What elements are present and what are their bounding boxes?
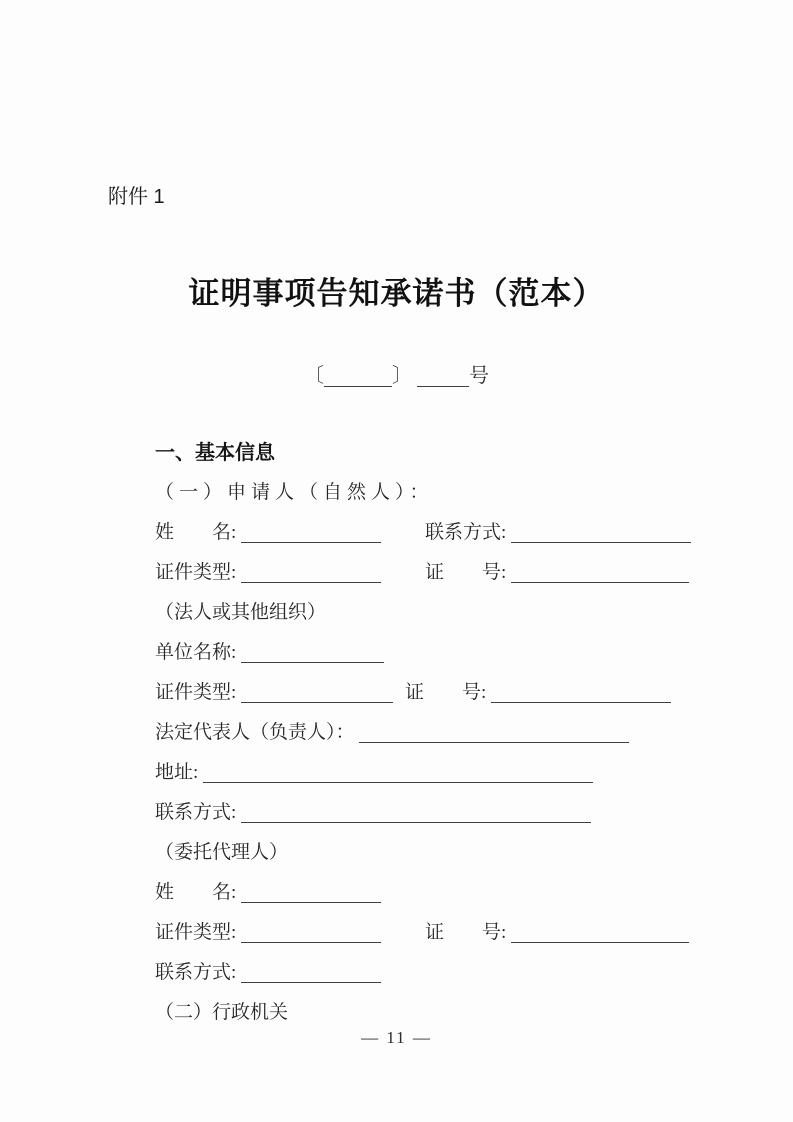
- legal-rep-blank: [359, 731, 629, 743]
- id-type-blank: [241, 931, 381, 943]
- name-label: 姓 名:: [155, 522, 237, 543]
- org-name-blank: [241, 651, 384, 663]
- contact-label: 联系方式:: [425, 522, 507, 543]
- line-org-name: [155, 633, 703, 673]
- id-no-blank: [511, 931, 689, 943]
- doc-number-close-bracket: 〕: [392, 365, 412, 387]
- subsection-legal-org: （法人或其他组织）: [155, 602, 327, 623]
- id-type-label: 证件类型:: [155, 562, 237, 583]
- contact-label: 联系方式:: [155, 802, 237, 823]
- id-no-blank: [491, 691, 671, 703]
- subsection-admin-org: （二）行政机关: [155, 1002, 289, 1023]
- section-heading-basic-info: 一、基本信息: [155, 442, 275, 464]
- document-title: 证明事项告知承诺书（范本）: [188, 276, 605, 311]
- line-agent-name: [155, 873, 703, 913]
- id-no-label: 证 号:: [425, 922, 507, 943]
- agent-name-blank: [241, 891, 381, 903]
- legal-rep-label: 法定代表人（负责人）：: [155, 722, 355, 743]
- id-no-label: 证 号:: [405, 682, 487, 703]
- form-body: [155, 433, 703, 1033]
- id-type-label: 证件类型:: [155, 922, 237, 943]
- id-no-blank: [511, 571, 689, 583]
- org-contact-blank: [241, 811, 591, 823]
- line-idtype-idno-agent: [155, 913, 703, 953]
- name-blank: [241, 531, 381, 543]
- line-idtype-idno-org: [155, 673, 703, 713]
- line-idtype-idno-applicant: [155, 553, 703, 593]
- subsection-agent: （委托代理人）: [155, 842, 289, 863]
- org-name-label: 单位名称:: [155, 642, 237, 663]
- id-type-blank: [241, 691, 393, 703]
- subsection-applicant-natural: （一）申请人（自然人）：: [155, 482, 434, 503]
- line-agent-contact: [155, 953, 703, 993]
- doc-number-suffix: 号: [469, 365, 489, 387]
- id-type-label: 证件类型:: [155, 682, 237, 703]
- page-number: — 11 —: [361, 1028, 432, 1047]
- address-label: 地址:: [155, 762, 199, 783]
- doc-number-blank-serial: [417, 375, 469, 387]
- attachment-label: 附件 1: [108, 186, 165, 208]
- doc-number-line: [0, 356, 793, 396]
- doc-number-open-bracket: 〔: [304, 365, 324, 387]
- line-legal-rep: [155, 713, 703, 753]
- doc-number-blank-year: [324, 375, 392, 387]
- contact-label: 联系方式:: [155, 962, 237, 983]
- agent-contact-blank: [241, 971, 381, 983]
- contact-blank: [511, 531, 691, 543]
- line-name-contact: [155, 513, 703, 553]
- line-address: [155, 753, 703, 793]
- id-type-blank: [241, 571, 381, 583]
- id-no-label: 证 号:: [425, 562, 507, 583]
- name-label: 姓 名:: [155, 882, 237, 903]
- address-blank: [203, 771, 593, 783]
- line-org-contact: [155, 793, 703, 833]
